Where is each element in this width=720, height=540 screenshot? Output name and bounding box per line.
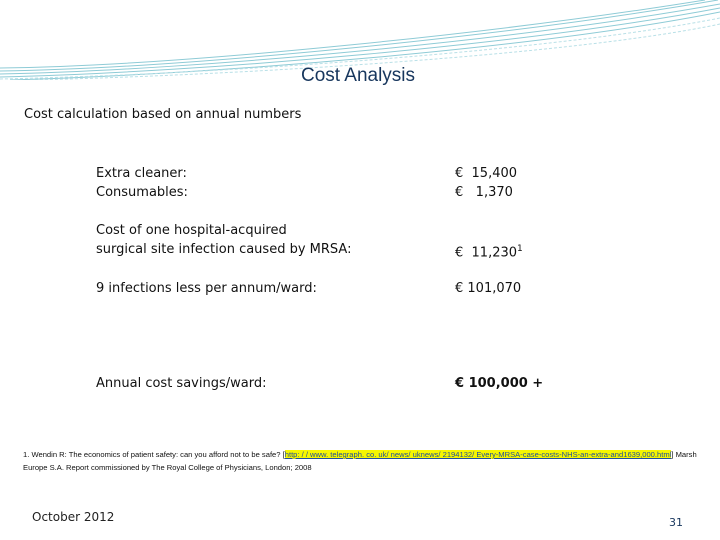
infections-less-value: € 101,070	[455, 281, 522, 296]
footnote-marker: 1	[517, 244, 523, 254]
extra-cleaner-label: Extra cleaner:	[96, 166, 187, 181]
infections-less-label: 9 infections less per annum/ward:	[96, 281, 317, 296]
slide-subtitle: Cost calculation based on annual numbers	[24, 107, 302, 122]
extra-cleaner-value: € 15,400	[455, 166, 518, 181]
footnote-text-after: ] Marsh Europe S.A. Report commissioned by The Royal College of Physicians, London; 2008	[23, 450, 697, 472]
savings-label: Annual cost savings/ward:	[96, 376, 267, 391]
savings-value: € 100,000 +	[455, 376, 544, 391]
infection-cost-label-line2: surgical site infection caused by MRSA:	[96, 242, 352, 257]
infection-cost-label-line1: Cost of one hospital-acquired	[96, 223, 287, 238]
footnote	[23, 448, 713, 474]
page-number: 31	[669, 516, 683, 529]
slide-date: October 2012	[32, 510, 115, 524]
footnote-text-before: 1. Wendin R: The economics of patient safety: can you afford not to be safe? [	[23, 450, 285, 459]
consumables-value: € 1,370	[455, 185, 513, 200]
footnote-link[interactable]: http: / / www. telegraph. co. uk/ news/ uknews/ 2194132/ Every-MRSA-case-costs-NHS-an-extra-and1639,000.html	[284, 450, 672, 459]
infection-cost-value	[455, 240, 523, 262]
infection-cost-amount: € 11,230	[455, 245, 518, 261]
consumables-label: Consumables:	[96, 185, 188, 200]
slide-title: Cost Analysis	[300, 65, 416, 86]
